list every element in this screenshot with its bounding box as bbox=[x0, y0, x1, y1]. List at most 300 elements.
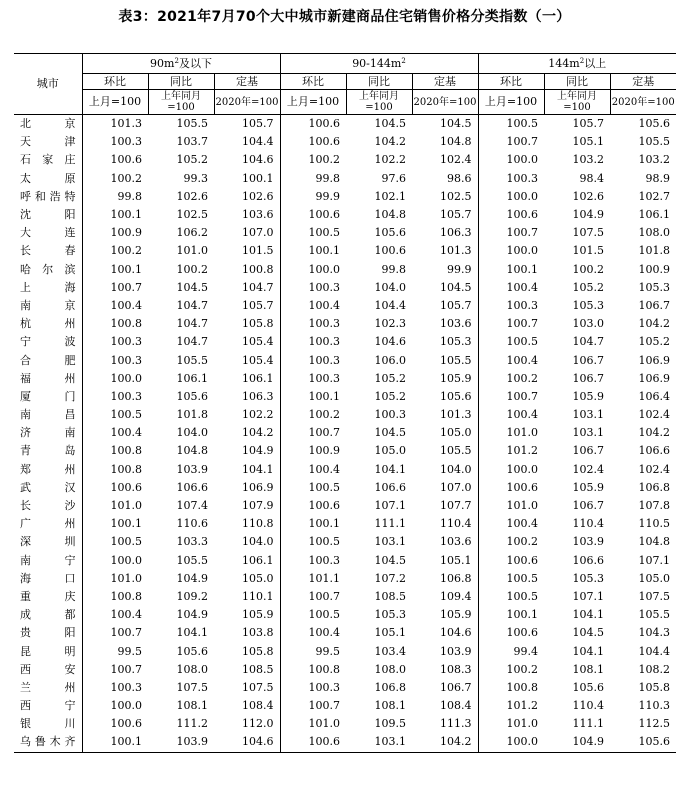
index-value: 107.1 bbox=[638, 553, 670, 567]
city-name: 郑州 bbox=[20, 462, 76, 476]
city-name: 杭州 bbox=[20, 317, 76, 331]
base-period-header: 上年同月=100 bbox=[544, 90, 610, 115]
index-value: 104.5 bbox=[440, 280, 472, 294]
city-name: 大连 bbox=[20, 226, 76, 240]
index-value: 105.7 bbox=[440, 208, 472, 222]
index-value: 103.9 bbox=[148, 733, 214, 752]
index-value: 104.4 bbox=[242, 135, 274, 149]
table-row bbox=[14, 151, 676, 169]
index-value: 100.6 bbox=[280, 206, 346, 224]
index-value: 105.9 bbox=[242, 608, 274, 622]
index-value: 105.0 bbox=[242, 571, 274, 585]
index-value: 100.3 bbox=[82, 351, 148, 369]
index-value: 105.2 bbox=[374, 371, 406, 385]
index-value: 100.8 bbox=[82, 315, 148, 333]
index-value: 104.1 bbox=[572, 644, 604, 658]
index-value: 110.4 bbox=[572, 517, 604, 531]
table-row bbox=[14, 261, 676, 279]
table-row bbox=[14, 533, 676, 551]
city-name: 北京 bbox=[20, 117, 76, 131]
table-row bbox=[14, 297, 676, 315]
index-value: 107.2 bbox=[374, 571, 406, 585]
table-row bbox=[14, 461, 676, 479]
city-name: 武汉 bbox=[20, 480, 76, 494]
index-value: 100.3 bbox=[478, 170, 544, 188]
city-name: 兰州 bbox=[20, 680, 76, 694]
index-value: 100.0 bbox=[82, 370, 148, 388]
index-value: 104.2 bbox=[638, 317, 670, 331]
index-value: 109.4 bbox=[440, 589, 472, 603]
index-value: 106.7 bbox=[572, 353, 604, 367]
yoy-header: 同比 bbox=[346, 74, 412, 90]
city-name: 成都 bbox=[20, 608, 76, 622]
index-value: 100.3 bbox=[82, 333, 148, 351]
index-value: 105.5 bbox=[638, 135, 670, 149]
index-value: 105.2 bbox=[572, 280, 604, 294]
yoy-header: 同比 bbox=[544, 74, 610, 90]
index-value: 102.2 bbox=[374, 153, 406, 167]
index-value: 100.1 bbox=[280, 242, 346, 260]
index-value: 106.8 bbox=[638, 480, 670, 494]
index-value: 106.8 bbox=[440, 571, 472, 585]
index-value: 105.4 bbox=[242, 335, 274, 349]
index-value: 109.5 bbox=[374, 717, 406, 731]
index-value: 101.0 bbox=[280, 715, 346, 733]
index-value: 100.3 bbox=[82, 388, 148, 406]
index-value: 102.6 bbox=[572, 189, 604, 203]
index-value: 103.9 bbox=[440, 644, 472, 658]
index-value: 100.5 bbox=[280, 479, 346, 497]
index-value: 102.1 bbox=[374, 189, 406, 203]
index-value: 107.7 bbox=[440, 499, 472, 513]
index-value: 108.4 bbox=[440, 699, 472, 713]
index-value: 102.4 bbox=[638, 408, 670, 422]
index-value: 112.0 bbox=[242, 717, 274, 731]
index-value: 108.2 bbox=[638, 662, 670, 676]
index-value: 100.2 bbox=[478, 533, 544, 551]
table-row bbox=[14, 497, 676, 515]
index-value: 103.1 bbox=[374, 535, 406, 549]
city-name: 呼和浩特 bbox=[20, 189, 76, 203]
index-value: 101.8 bbox=[176, 408, 208, 422]
index-value: 102.7 bbox=[638, 189, 670, 203]
index-value: 100.7 bbox=[478, 315, 544, 333]
index-value: 104.7 bbox=[242, 280, 274, 294]
index-value: 104.4 bbox=[374, 298, 406, 312]
index-value: 100.9 bbox=[280, 442, 346, 460]
index-value: 100.6 bbox=[280, 133, 346, 151]
index-value: 107.5 bbox=[242, 680, 274, 694]
city-name: 厦门 bbox=[20, 389, 76, 403]
index-value: 100.0 bbox=[478, 151, 544, 169]
index-value: 106.6 bbox=[638, 444, 670, 458]
index-value: 111.1 bbox=[572, 717, 604, 731]
index-value: 101.0 bbox=[176, 244, 208, 258]
index-value: 100.6 bbox=[478, 479, 544, 497]
base-period-header: 上年同月=100 bbox=[148, 90, 214, 115]
index-value: 100.0 bbox=[82, 697, 148, 715]
table-row bbox=[14, 679, 676, 697]
index-value: 100.2 bbox=[82, 170, 148, 188]
table-row bbox=[14, 642, 676, 660]
index-value: 100.1 bbox=[82, 206, 148, 224]
index-value: 99.4 bbox=[478, 642, 544, 660]
index-value: 110.3 bbox=[638, 699, 670, 713]
index-value: 105.5 bbox=[440, 444, 472, 458]
index-value: 100.1 bbox=[280, 515, 346, 533]
table-row bbox=[14, 424, 676, 442]
index-value: 100.7 bbox=[82, 624, 148, 642]
index-value: 103.6 bbox=[242, 208, 274, 222]
index-value: 101.3 bbox=[440, 244, 472, 258]
index-value: 100.1 bbox=[478, 606, 544, 624]
index-value: 100.4 bbox=[280, 297, 346, 315]
index-value: 100.9 bbox=[638, 262, 670, 276]
index-value: 105.8 bbox=[638, 680, 670, 694]
index-value: 104.4 bbox=[638, 644, 670, 658]
city-name: 福州 bbox=[20, 371, 76, 385]
city-name: 广州 bbox=[20, 517, 76, 531]
index-value: 100.6 bbox=[478, 206, 544, 224]
index-value: 100.4 bbox=[478, 515, 544, 533]
index-value: 105.3 bbox=[572, 298, 604, 312]
table-row bbox=[14, 624, 676, 642]
table-row bbox=[14, 570, 676, 588]
index-value: 105.2 bbox=[638, 335, 670, 349]
index-value: 100.2 bbox=[572, 262, 604, 276]
city-name: 贵阳 bbox=[20, 626, 76, 640]
index-value: 107.0 bbox=[440, 480, 472, 494]
index-value: 105.2 bbox=[374, 389, 406, 403]
index-value: 105.6 bbox=[176, 644, 208, 658]
index-value: 105.3 bbox=[374, 608, 406, 622]
table-row bbox=[14, 188, 676, 206]
index-value: 100.2 bbox=[478, 661, 544, 679]
index-value: 106.7 bbox=[572, 371, 604, 385]
table-row bbox=[14, 442, 676, 460]
city-name: 乌鲁木齐 bbox=[14, 733, 82, 752]
index-value: 104.6 bbox=[242, 153, 274, 167]
index-value: 100.4 bbox=[82, 297, 148, 315]
city-name: 重庆 bbox=[20, 589, 76, 603]
index-value: 106.2 bbox=[176, 226, 208, 240]
index-value: 104.9 bbox=[176, 571, 208, 585]
index-value: 105.3 bbox=[440, 335, 472, 349]
index-value: 104.7 bbox=[176, 317, 208, 331]
table-row bbox=[14, 697, 676, 715]
index-value: 103.2 bbox=[572, 153, 604, 167]
table-row bbox=[14, 606, 676, 624]
city-name: 宁波 bbox=[20, 335, 76, 349]
index-value: 108.1 bbox=[176, 699, 208, 713]
base-period-header: 上年同月=100 bbox=[346, 90, 412, 115]
index-value: 109.2 bbox=[176, 589, 208, 603]
index-value: 105.5 bbox=[176, 353, 208, 367]
index-value: 106.7 bbox=[638, 298, 670, 312]
index-value: 102.5 bbox=[440, 189, 472, 203]
index-value: 104.1 bbox=[374, 462, 406, 476]
index-value: 103.2 bbox=[638, 153, 670, 167]
index-value: 100.4 bbox=[478, 351, 544, 369]
index-value: 100.3 bbox=[280, 552, 346, 570]
index-value: 104.0 bbox=[440, 462, 472, 476]
index-value: 104.2 bbox=[412, 733, 478, 752]
index-value: 105.5 bbox=[440, 353, 472, 367]
index-value: 100.1 bbox=[82, 261, 148, 279]
index-value: 102.3 bbox=[374, 317, 406, 331]
index-value: 104.7 bbox=[176, 335, 208, 349]
table-row bbox=[14, 333, 676, 351]
index-value: 105.7 bbox=[440, 298, 472, 312]
table-body bbox=[14, 115, 676, 753]
table-row bbox=[14, 479, 676, 497]
index-value: 103.4 bbox=[374, 644, 406, 658]
index-value: 100.3 bbox=[280, 315, 346, 333]
index-value: 104.0 bbox=[176, 426, 208, 440]
mom-header: 环比 bbox=[280, 74, 346, 90]
index-value: 106.9 bbox=[638, 371, 670, 385]
index-value: 106.8 bbox=[374, 680, 406, 694]
index-value: 100.6 bbox=[82, 151, 148, 169]
table-row bbox=[14, 370, 676, 388]
index-value: 106.9 bbox=[242, 480, 274, 494]
index-value: 104.8 bbox=[176, 444, 208, 458]
index-value: 108.0 bbox=[374, 662, 406, 676]
index-value: 101.2 bbox=[478, 442, 544, 460]
index-value: 98.9 bbox=[645, 171, 670, 185]
index-value: 102.5 bbox=[176, 208, 208, 222]
table-row bbox=[14, 170, 676, 188]
base-period-header: 上月=100 bbox=[82, 90, 148, 115]
index-value: 100.1 bbox=[280, 388, 346, 406]
city-name: 海口 bbox=[20, 571, 76, 585]
index-value: 105.9 bbox=[440, 371, 472, 385]
index-value: 104.6 bbox=[440, 626, 472, 640]
index-value: 104.6 bbox=[374, 335, 406, 349]
table-row bbox=[14, 115, 676, 134]
index-value: 100.4 bbox=[82, 424, 148, 442]
index-value: 100.7 bbox=[280, 697, 346, 715]
index-value: 98.6 bbox=[447, 171, 472, 185]
index-value: 100.6 bbox=[374, 244, 406, 258]
index-value: 100.0 bbox=[280, 261, 346, 279]
index-value: 105.3 bbox=[572, 571, 604, 585]
base-index-header: 定基 bbox=[412, 74, 478, 90]
index-value: 100.5 bbox=[280, 606, 346, 624]
index-value: 105.9 bbox=[572, 480, 604, 494]
index-value: 100.2 bbox=[280, 151, 346, 169]
index-value: 99.5 bbox=[280, 642, 346, 660]
index-value: 106.1 bbox=[638, 208, 670, 222]
index-value: 104.8 bbox=[638, 535, 670, 549]
index-value: 97.6 bbox=[381, 171, 406, 185]
city-name: 南昌 bbox=[20, 408, 76, 422]
index-value: 104.2 bbox=[242, 426, 274, 440]
city-name: 哈尔滨 bbox=[20, 262, 76, 276]
index-value: 104.5 bbox=[374, 426, 406, 440]
table-row bbox=[14, 133, 676, 151]
table-row bbox=[14, 715, 676, 733]
group-header-medium: $90-144m^2$ bbox=[280, 54, 478, 74]
index-value: 108.0 bbox=[638, 226, 670, 240]
index-value: 106.6 bbox=[176, 480, 208, 494]
index-value: 100.2 bbox=[82, 242, 148, 260]
index-value: 106.1 bbox=[176, 371, 208, 385]
table-header bbox=[14, 54, 676, 115]
city-name: 太原 bbox=[20, 171, 76, 185]
index-value: 106.7 bbox=[572, 444, 604, 458]
index-value: 100.6 bbox=[280, 115, 346, 134]
index-value: 100.8 bbox=[478, 679, 544, 697]
index-value: 106.7 bbox=[572, 499, 604, 513]
base-period-header: 2020年=100 bbox=[412, 90, 478, 115]
index-value: 104.2 bbox=[374, 135, 406, 149]
index-value: 100.3 bbox=[478, 297, 544, 315]
index-value: 101.0 bbox=[478, 497, 544, 515]
index-value: 108.5 bbox=[242, 662, 274, 676]
index-value: 104.9 bbox=[242, 444, 274, 458]
index-value: 101.8 bbox=[638, 244, 670, 258]
base-period-header: 2020年=100 bbox=[214, 90, 280, 115]
index-value: 105.1 bbox=[572, 135, 604, 149]
index-value: 110.5 bbox=[638, 517, 670, 531]
index-value: 102.4 bbox=[440, 153, 472, 167]
index-value: 100.7 bbox=[82, 279, 148, 297]
index-value: 100.2 bbox=[280, 406, 346, 424]
table-row bbox=[14, 733, 676, 752]
index-value: 107.5 bbox=[572, 226, 604, 240]
index-value: 108.5 bbox=[374, 589, 406, 603]
city-column-header: 城市 bbox=[14, 54, 82, 115]
index-value: 104.9 bbox=[176, 608, 208, 622]
index-value: 99.9 bbox=[280, 188, 346, 206]
city-name: 长春 bbox=[20, 244, 76, 258]
city-name: 石家庄 bbox=[20, 153, 76, 167]
table-row bbox=[14, 279, 676, 297]
table-row bbox=[14, 206, 676, 224]
index-value: 105.5 bbox=[176, 553, 208, 567]
index-value: 100.9 bbox=[82, 224, 148, 242]
index-value: 105.7 bbox=[242, 117, 274, 131]
table-row bbox=[14, 552, 676, 570]
index-value: 110.6 bbox=[176, 517, 208, 531]
index-value: 105.2 bbox=[176, 153, 208, 167]
index-value: 103.0 bbox=[572, 317, 604, 331]
index-value: 107.0 bbox=[242, 226, 274, 240]
index-value: 108.0 bbox=[176, 662, 208, 676]
index-value: 105.6 bbox=[572, 680, 604, 694]
city-name: 长沙 bbox=[20, 499, 76, 513]
city-name: 南宁 bbox=[20, 553, 76, 567]
index-value: 107.8 bbox=[638, 499, 670, 513]
index-value: 100.1 bbox=[478, 261, 544, 279]
index-value: 101.5 bbox=[242, 244, 274, 258]
index-value: 101.0 bbox=[82, 497, 148, 515]
index-value: 100.8 bbox=[82, 461, 148, 479]
index-value: 108.1 bbox=[374, 699, 406, 713]
index-value: 105.6 bbox=[610, 733, 676, 752]
index-value: 110.1 bbox=[242, 589, 274, 603]
index-value: 106.4 bbox=[638, 389, 670, 403]
index-value: 100.6 bbox=[478, 552, 544, 570]
index-value: 100.8 bbox=[82, 442, 148, 460]
index-value: 105.6 bbox=[638, 117, 670, 131]
index-value: 106.1 bbox=[242, 371, 274, 385]
index-value: 100.7 bbox=[478, 133, 544, 151]
base-period-header: 2020年=100 bbox=[610, 90, 676, 115]
index-value: 105.8 bbox=[242, 644, 274, 658]
index-value: 105.4 bbox=[242, 353, 274, 367]
index-value: 110.4 bbox=[440, 517, 472, 531]
table-row bbox=[14, 515, 676, 533]
index-value: 99.8 bbox=[381, 262, 406, 276]
index-value: 106.9 bbox=[638, 353, 670, 367]
table-row bbox=[14, 242, 676, 260]
index-value: 103.1 bbox=[572, 426, 604, 440]
index-value: 101.0 bbox=[82, 570, 148, 588]
index-value: 104.2 bbox=[638, 426, 670, 440]
index-value: 100.8 bbox=[82, 588, 148, 606]
index-value: 99.8 bbox=[82, 188, 148, 206]
index-value: 103.6 bbox=[440, 535, 472, 549]
index-value: 107.5 bbox=[638, 589, 670, 603]
index-value: 106.3 bbox=[440, 226, 472, 240]
index-value: 107.1 bbox=[374, 499, 406, 513]
index-value: 102.6 bbox=[242, 189, 274, 203]
mom-header: 环比 bbox=[478, 74, 544, 90]
index-value: 100.1 bbox=[82, 733, 148, 752]
group-header-large: $144m^2$以上 bbox=[478, 54, 676, 74]
index-value: 100.8 bbox=[242, 262, 274, 276]
index-value: 100.3 bbox=[280, 279, 346, 297]
index-value: 101.3 bbox=[440, 408, 472, 422]
index-value: 100.0 bbox=[478, 242, 544, 260]
index-value: 101.2 bbox=[478, 697, 544, 715]
index-value: 106.6 bbox=[374, 480, 406, 494]
index-value: 100.5 bbox=[280, 224, 346, 242]
index-value: 100.7 bbox=[280, 588, 346, 606]
index-value: 100.6 bbox=[478, 624, 544, 642]
index-value: 100.8 bbox=[280, 661, 346, 679]
index-value: 106.0 bbox=[374, 353, 406, 367]
index-value: 104.1 bbox=[176, 626, 208, 640]
base-period-header: 上月=100 bbox=[280, 90, 346, 115]
table-row bbox=[14, 224, 676, 242]
index-value: 108.1 bbox=[572, 662, 604, 676]
index-value: 100.4 bbox=[478, 406, 544, 424]
index-value: 100.6 bbox=[82, 479, 148, 497]
index-value: 100.2 bbox=[478, 370, 544, 388]
index-value: 101.1 bbox=[280, 570, 346, 588]
city-name: 南京 bbox=[20, 298, 76, 312]
city-name: 银川 bbox=[20, 717, 76, 731]
index-value: 100.5 bbox=[478, 333, 544, 351]
index-value: 107.9 bbox=[242, 499, 274, 513]
index-value: 105.0 bbox=[440, 426, 472, 440]
index-value: 104.5 bbox=[176, 280, 208, 294]
table-row bbox=[14, 351, 676, 369]
index-value: 99.3 bbox=[183, 171, 208, 185]
table-row bbox=[14, 315, 676, 333]
index-value: 102.4 bbox=[572, 462, 604, 476]
index-value: 100.3 bbox=[82, 679, 148, 697]
city-name: 上海 bbox=[20, 280, 76, 294]
index-value: 103.3 bbox=[176, 535, 208, 549]
index-value: 104.9 bbox=[572, 208, 604, 222]
index-value: 106.7 bbox=[440, 680, 472, 694]
yoy-header: 同比 bbox=[148, 74, 214, 90]
index-value: 108.3 bbox=[440, 662, 472, 676]
